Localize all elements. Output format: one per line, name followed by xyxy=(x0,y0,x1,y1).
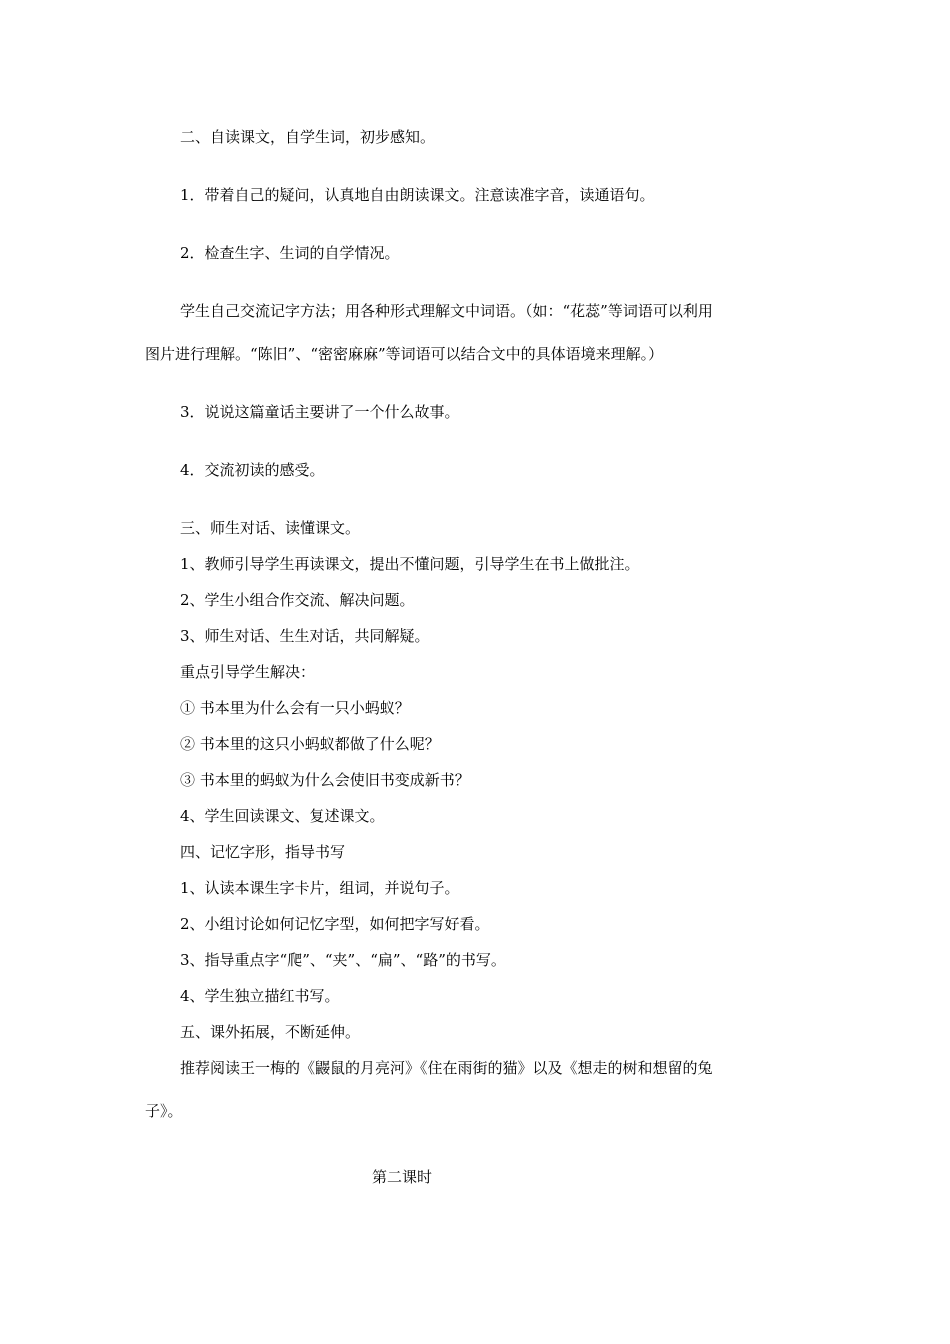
section3-question-3: ③ 书本里的蚂蚁为什么会使旧书变成新书？ xyxy=(180,771,470,789)
section4-item-3: 3、指导重点字“爬”、“夹”、“扁”、“路”的书写。 xyxy=(180,951,506,969)
section4-item-2: 2、小组讨论如何记忆字型，如何把字写好看。 xyxy=(180,915,490,933)
section2-item-2: 2．检查生字、生词的自学情况。 xyxy=(180,244,400,262)
section3-focus: 重点引导学生解决： xyxy=(180,663,316,681)
section3-question-2: ② 书本里的这只小蚂蚁都做了什么呢？ xyxy=(180,735,440,753)
section5-heading: 五、课外拓展，不断延伸。 xyxy=(180,1023,361,1041)
section2-item-1: 1．带着自己的疑问，认真地自由朗读课文。注意读准字音，读通语句。 xyxy=(180,186,655,204)
section4-heading: 四、记忆字形，指导书写 xyxy=(180,843,346,861)
lesson-2-title: 第二课时 xyxy=(372,1168,433,1186)
section3-item-3: 3、师生对话、生生对话，共同解疑。 xyxy=(180,627,430,645)
section4-item-4: 4、学生独立描红书写。 xyxy=(180,987,340,1005)
section4-item-1: 1、认读本课生字卡片，组词，并说句子。 xyxy=(180,879,460,897)
section5-paragraph-line-1: 推荐阅读王一梅的《鼹鼠的月亮河》《住在雨街的猫》以及《想走的树和想留的兔 xyxy=(180,1059,713,1077)
section5-paragraph-line-2: 子》。 xyxy=(145,1102,183,1120)
section2-item-3: 3．说说这篇童话主要讲了一个什么故事。 xyxy=(180,403,460,421)
section2-paragraph-line-2: 图片进行理解。“陈旧”、“密密麻麻”等词语可以结合文中的具体语境来理解。） xyxy=(145,345,664,363)
section3-heading: 三、师生对话、读懂课文。 xyxy=(180,519,361,537)
section2-item-4: 4．交流初读的感受。 xyxy=(180,461,325,479)
section3-item-4: 4、学生回读课文、复述课文。 xyxy=(180,807,385,825)
section3-item-2: 2、学生小组合作交流、解决问题。 xyxy=(180,591,415,609)
section2-paragraph-line-1: 学生自己交流记字方法；用各种形式理解文中词语。（如：“花蕊”等词语可以利用 xyxy=(180,302,713,320)
section3-question-1: ① 书本里为什么会有一只小蚂蚁？ xyxy=(180,699,410,717)
section3-item-1: 1、教师引导学生再读课文，提出不懂问题，引导学生在书上做批注。 xyxy=(180,555,640,573)
section2-heading: 二、自读课文，自学生词，初步感知。 xyxy=(180,128,436,146)
